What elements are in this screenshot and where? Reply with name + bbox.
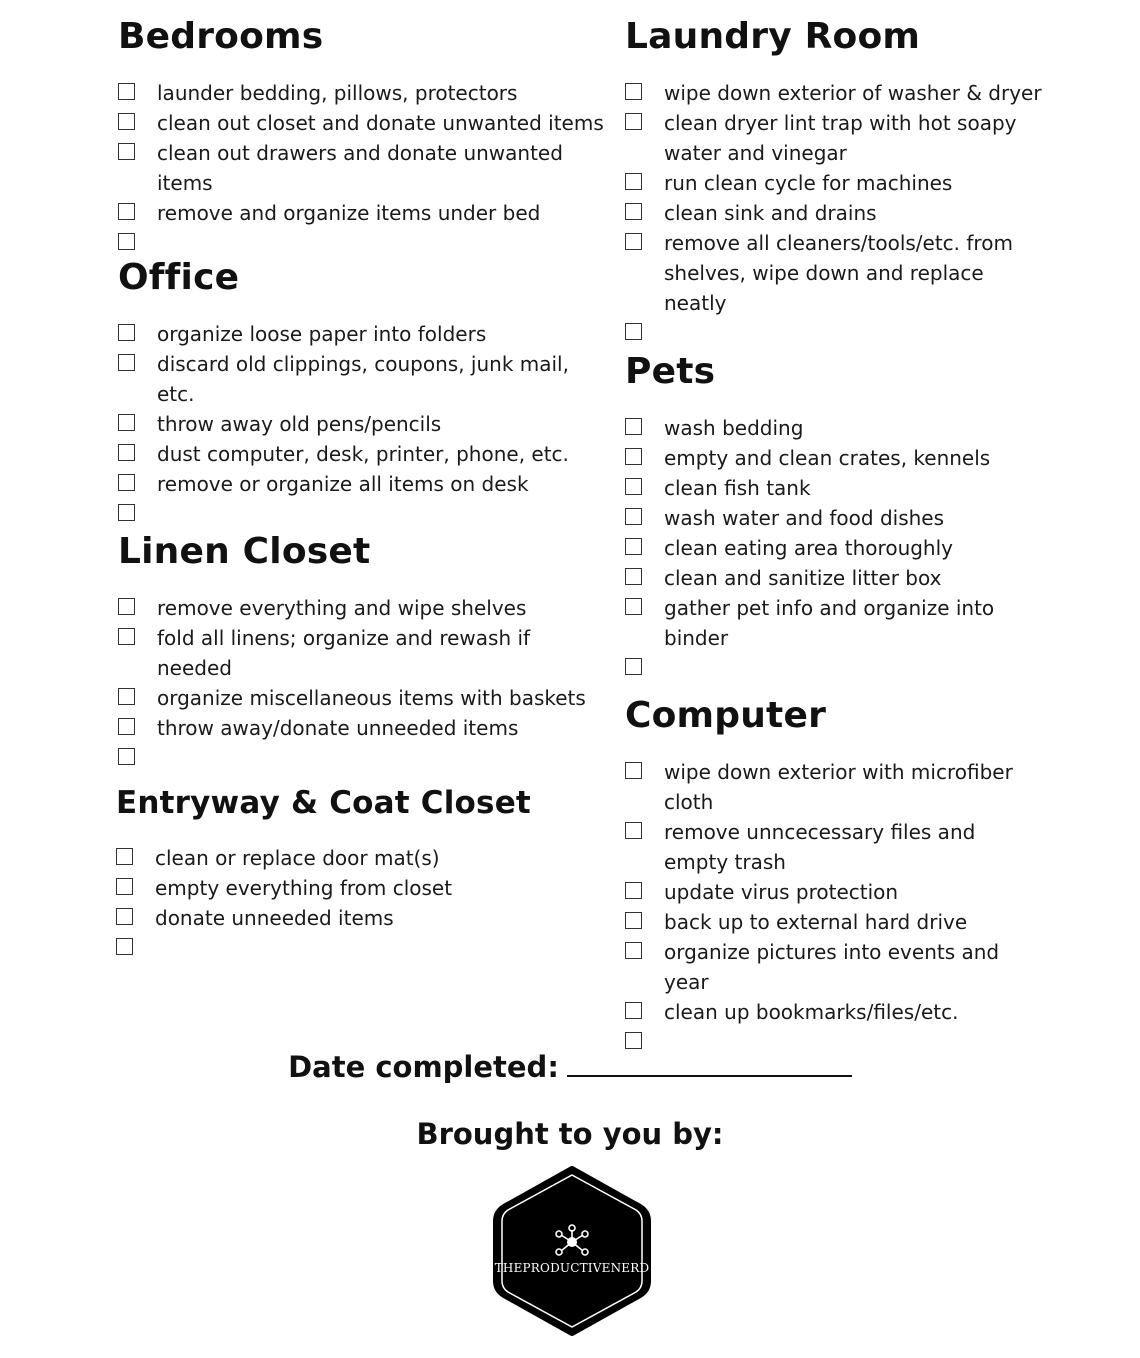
checklist-item[interactable] (625, 907, 1045, 937)
item-label: empty and clean crates, kennels (664, 446, 991, 470)
section-title: Office (118, 257, 240, 298)
checklist-item[interactable] (625, 937, 1045, 997)
checklist-item[interactable] (625, 168, 1045, 198)
checklist-item[interactable] (116, 873, 606, 903)
checklist-item[interactable] (625, 78, 1045, 108)
checkbox[interactable] (625, 233, 642, 250)
item-label: donate unneeded items (155, 906, 394, 930)
item-label: clean up bookmarks/files/etc. (664, 1000, 959, 1024)
checklist-item[interactable] (118, 319, 608, 349)
checkbox[interactable] (625, 598, 642, 615)
checkbox[interactable] (116, 938, 133, 955)
checklist-item[interactable] (118, 623, 608, 683)
item-label: throw away/donate unneeded items (157, 716, 519, 740)
checkbox[interactable] (625, 173, 642, 190)
checkbox[interactable] (625, 822, 642, 839)
item-label: remove all cleaners/tools/etc. from shelves, wipe down and replace neatly (664, 231, 1013, 315)
item-label: organize loose paper into folders (157, 322, 487, 346)
checkbox[interactable] (625, 538, 642, 555)
item-label: remove unncecessary files and empty trash (664, 820, 976, 874)
section-office (118, 257, 608, 529)
section-pets (625, 351, 1045, 683)
checklist-item[interactable] (625, 877, 1045, 907)
item-label: wash bedding (664, 416, 804, 440)
checklist-item-blank[interactable] (118, 499, 608, 529)
checklist-item[interactable] (118, 78, 608, 108)
item-label: organize pictures into events and year (664, 940, 1000, 994)
checklist-item[interactable] (625, 503, 1045, 533)
item-label: throw away old pens/pencils (157, 412, 442, 436)
checkbox[interactable] (116, 908, 133, 925)
item-label: clean fish tank (664, 476, 811, 500)
checkbox[interactable] (625, 448, 642, 465)
item-label: gather pet info and organize into binder (664, 596, 995, 650)
checkbox[interactable] (625, 882, 642, 899)
section-computer (625, 695, 1045, 1057)
checkbox[interactable] (625, 83, 642, 100)
date-completed-field[interactable] (567, 1045, 852, 1077)
section-title: Laundry Room (625, 16, 921, 57)
checklist-item[interactable] (625, 817, 1045, 877)
checkbox[interactable] (625, 508, 642, 525)
checklist-item[interactable] (118, 108, 608, 138)
section-title: Bedrooms (118, 16, 324, 57)
checklist-item[interactable] (118, 138, 608, 198)
checklist-item[interactable] (116, 903, 606, 933)
item-label: dust computer, desk, printer, phone, etc. (157, 442, 569, 466)
section-title: Entryway & Coat Closet (116, 785, 531, 821)
checklist-item[interactable] (625, 593, 1045, 653)
item-label: clean or replace door mat(s) (155, 846, 440, 870)
section-bedrooms (118, 16, 608, 258)
checkbox[interactable] (118, 688, 135, 705)
date-completed-label: Date completed: (288, 1050, 559, 1084)
checklist-item[interactable] (118, 198, 608, 228)
item-label: discard old clippings, coupons, junk mail, etc. (157, 352, 569, 406)
checkbox[interactable] (118, 113, 135, 130)
checkbox[interactable] (625, 942, 642, 959)
checkbox[interactable] (625, 912, 642, 929)
section-linen-closet (118, 531, 608, 773)
item-label: run clean cycle for machines (664, 171, 953, 195)
checkbox[interactable] (118, 504, 135, 521)
checklist-item-blank[interactable] (116, 933, 606, 963)
checkbox[interactable] (116, 848, 133, 865)
checkbox[interactable] (625, 478, 642, 495)
checkbox[interactable] (118, 324, 135, 341)
checkbox[interactable] (625, 323, 642, 340)
checkbox[interactable] (625, 203, 642, 220)
checklist-item[interactable] (118, 469, 608, 499)
checkbox[interactable] (118, 598, 135, 615)
section-title: Linen Closet (118, 531, 371, 572)
item-label: fold all linens; organize and rewash if needed (157, 626, 531, 680)
checklist-item[interactable] (625, 228, 1045, 318)
checkbox[interactable] (625, 568, 642, 585)
checkbox[interactable] (118, 354, 135, 371)
checklist-item[interactable] (625, 413, 1045, 443)
item-label: back up to external hard drive (664, 910, 968, 934)
checklist-item[interactable] (118, 409, 608, 439)
checklist-item[interactable] (118, 593, 608, 623)
item-label: wash water and food dishes (664, 506, 945, 530)
checklist-item[interactable] (116, 843, 606, 873)
checklist-item-blank[interactable] (625, 318, 1045, 348)
checklist-item[interactable] (118, 713, 608, 743)
checklist-item[interactable] (625, 563, 1045, 593)
item-label: clean and sanitize litter box (664, 566, 942, 590)
checkbox[interactable] (116, 878, 133, 895)
checkbox[interactable] (118, 143, 135, 160)
brand-logo (490, 1163, 654, 1339)
checkbox[interactable] (625, 762, 642, 779)
checkbox[interactable] (118, 718, 135, 735)
checkbox[interactable] (625, 418, 642, 435)
date-completed-row (0, 1045, 1140, 1084)
checklist-item-blank[interactable] (118, 228, 608, 258)
checkbox[interactable] (118, 203, 135, 220)
section-title: Pets (625, 351, 716, 392)
checklist-item[interactable] (625, 997, 1045, 1027)
item-label: clean eating area thoroughly (664, 536, 954, 560)
checkbox[interactable] (625, 658, 642, 675)
checkbox[interactable] (625, 113, 642, 130)
logo-wordmark: THEPRODUCTIVENERD (494, 1261, 650, 1275)
item-label: remove everything and wipe shelves (157, 596, 527, 620)
checklist-item[interactable] (118, 439, 608, 469)
item-label: wipe down exterior with microfiber cloth (664, 760, 1013, 814)
checkbox[interactable] (625, 1002, 642, 1019)
checklist-item-blank[interactable] (625, 653, 1045, 683)
checklist-item[interactable] (118, 683, 608, 713)
checkbox[interactable] (118, 233, 135, 250)
item-label: empty everything from closet (155, 876, 453, 900)
checklist-item[interactable] (625, 757, 1045, 817)
checklist-item[interactable] (625, 443, 1045, 473)
checklist-item[interactable] (625, 108, 1045, 168)
item-label: wipe down exterior of washer & dryer (664, 81, 1042, 105)
section-laundry-room (625, 16, 1045, 348)
checkbox[interactable] (118, 748, 135, 765)
checkbox[interactable] (118, 414, 135, 431)
item-label: clean sink and drains (664, 201, 877, 225)
checkbox[interactable] (118, 83, 135, 100)
brought-to-you-label: Brought to you by: (416, 1117, 724, 1151)
checklist-item[interactable] (625, 198, 1045, 228)
item-label: remove or organize all items on desk (157, 472, 529, 496)
hexagon-logo-icon (490, 1163, 654, 1339)
item-label: clean out closet and donate unwanted items (157, 111, 604, 135)
checkbox[interactable] (118, 474, 135, 491)
checkbox[interactable] (118, 444, 135, 461)
checklist-item[interactable] (625, 473, 1045, 503)
section-title: Computer (625, 695, 827, 736)
item-label: organize miscellaneous items with baskets (157, 686, 586, 710)
section-entryway-coat-closet (116, 785, 606, 963)
checkbox[interactable] (118, 628, 135, 645)
item-label: remove and organize items under bed (157, 201, 541, 225)
checklist-item[interactable] (625, 533, 1045, 563)
checklist-item[interactable] (118, 349, 608, 409)
item-label: clean out drawers and donate unwanted items (157, 141, 563, 195)
checklist-item-blank[interactable] (118, 743, 608, 773)
item-label: clean dryer lint trap with hot soapy water and vinegar (664, 111, 1017, 165)
item-label: update virus protection (664, 880, 899, 904)
item-label: launder bedding, pillows, protectors (157, 81, 518, 105)
